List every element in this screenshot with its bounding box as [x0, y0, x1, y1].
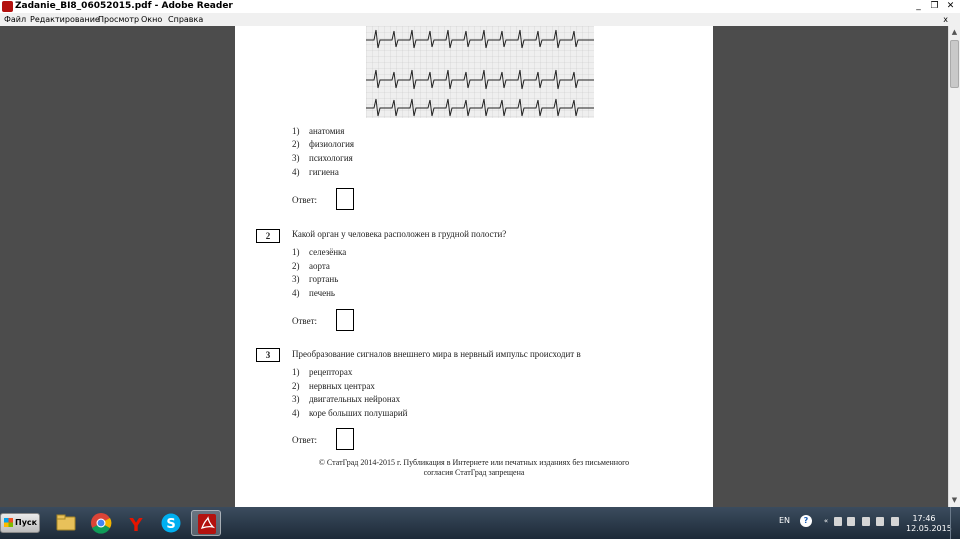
footer-line-1: © СтатГрад 2014-2015 г. Публикация в Интернете или печатных изданиях без письменного [318, 458, 630, 467]
q1-answer-box [336, 188, 354, 210]
file-explorer-icon[interactable] [51, 510, 81, 536]
q1-option-1: 1) анатомия [292, 126, 345, 136]
q3-option-4: 4) коре больших полушарий [292, 408, 408, 418]
document-viewport[interactable] [0, 26, 948, 507]
q2-answer-label: Ответ: [292, 316, 318, 326]
window-title: Zadanie_BI8_06052015.pdf - Adobe Reader [15, 1, 233, 11]
taskbar [0, 507, 960, 539]
menu-edit[interactable]: Редактирование [30, 15, 100, 24]
restore-button[interactable]: ❐ [930, 1, 939, 11]
q2-answer-box [336, 309, 354, 331]
svg-text:S: S [166, 517, 176, 532]
clock-time: 17:46 [912, 514, 936, 523]
menu-bar [0, 13, 960, 26]
close-document-button[interactable]: x [943, 15, 948, 24]
scroll-up-icon[interactable]: ▲ [951, 28, 958, 36]
menu-help[interactable]: Справка [168, 15, 204, 24]
q3-option-1: 1) рецепторах [292, 367, 353, 377]
volume-icon[interactable] [891, 517, 899, 526]
clock-date: 12.05.2015 [906, 524, 952, 533]
copyright-footer [235, 458, 713, 478]
display-icon[interactable] [876, 517, 884, 526]
q3-option-2: 2) нервных центрах [292, 381, 375, 391]
adobe-reader-taskbar-icon[interactable] [191, 510, 221, 536]
scroll-down-icon[interactable]: ▼ [951, 496, 958, 504]
start-label: Пуск [15, 518, 38, 527]
q1-option-3: 3) психология [292, 153, 353, 163]
menu-view[interactable]: Просмотр [98, 15, 140, 24]
chrome-icon[interactable] [86, 510, 116, 536]
q2-question: Какой орган у человека расположен в грудной полости? [292, 229, 507, 239]
q2-option-4: 4) печень [292, 288, 336, 298]
start-button[interactable] [0, 513, 40, 533]
q2-option-1: 1) селезёнка [292, 247, 347, 257]
yandex-browser-icon[interactable] [121, 510, 151, 536]
windows-logo-icon [4, 518, 13, 527]
show-desktop-button[interactable] [950, 507, 960, 539]
q2-option-3: 3) гортань [292, 274, 339, 284]
q3-answer-box [336, 428, 354, 450]
q1-option-2: 2) физиология [292, 139, 355, 149]
menu-file[interactable]: Файл [4, 15, 27, 24]
q1-option-4: 4) гигиена [292, 167, 339, 177]
skype-icon[interactable] [156, 510, 186, 536]
minimize-button[interactable]: _ [916, 1, 921, 11]
menu-window[interactable]: Окно [141, 15, 163, 24]
pdf-page [235, 26, 713, 507]
scroll-thumb[interactable] [950, 40, 959, 88]
network-icon[interactable] [862, 517, 870, 526]
q2-number: 2 [256, 229, 280, 243]
adobe-reader-icon [2, 1, 13, 12]
tray-arrow-icon[interactable]: « [823, 517, 829, 525]
q3-option-3: 3) двигательных нейронах [292, 394, 401, 404]
footer-line-2: согласия СтатГрад запрещена [423, 468, 525, 477]
system-clock[interactable] [906, 514, 952, 534]
action-center-icon[interactable] [847, 517, 855, 526]
ecg-image [366, 26, 594, 118]
language-indicator[interactable]: EN [779, 516, 791, 525]
q3-number: 3 [256, 348, 280, 362]
q3-question: Преобразование сигналов внешнего мира в нервный импульс происходит в [292, 349, 581, 359]
q3-answer-label: Ответ: [292, 435, 318, 445]
window-title-bar[interactable] [0, 0, 960, 13]
tray-app-icon[interactable] [834, 517, 842, 526]
q1-answer-label: Ответ: [292, 195, 318, 205]
close-button[interactable]: ✕ [946, 1, 955, 11]
vertical-scrollbar[interactable] [948, 26, 960, 507]
svg-text:Y: Y [129, 515, 143, 536]
q2-option-2: 2) аорта [292, 261, 330, 271]
help-icon[interactable]: ? [800, 515, 812, 527]
